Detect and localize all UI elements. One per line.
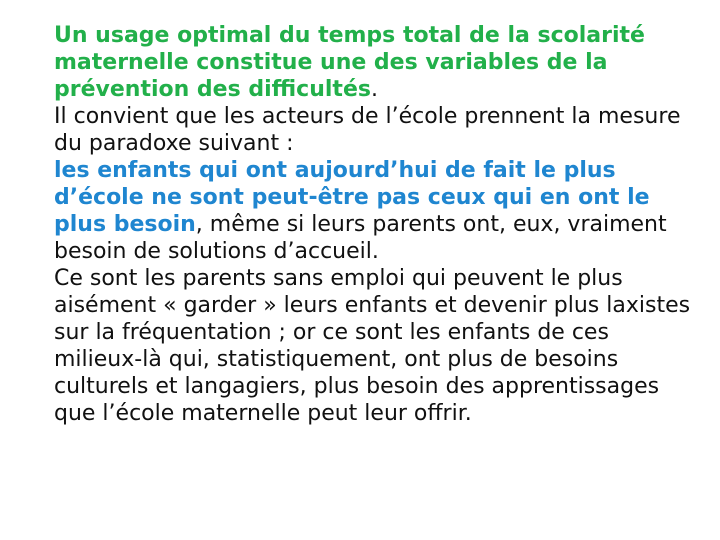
paragraph-paradoxe: Il convient que les acteurs de l’école prennent la mesure du paradoxe suivant : bbox=[54, 104, 681, 156]
paragraph-parents: Ce sont les parents sans emploi qui peuvent le plus aisément « garder » leurs enfants et devenir plus laxistes sur la fréquentation ; or ce sont les enfants de ces milieux-là qui, statistiquement, ont plus de besoins culturels et langagiers, plus besoin des apprentissages que l’école maternelle peut leur offrir. bbox=[54, 266, 691, 426]
paragraph-enfants bbox=[54, 157, 694, 265]
paragraph-prevention bbox=[54, 22, 694, 103]
enfants-highlight: les enfants qui ont aujourd’hui de fait le plus d’école ne sont peut-être pas ceux qui en ont le plus besoin bbox=[54, 158, 650, 237]
prevention-tail: . bbox=[370, 77, 378, 102]
slide-body bbox=[54, 22, 694, 427]
enfants-tail: , même si leurs parents ont, eux, vraiment besoin de solutions d’accueil. bbox=[54, 212, 667, 264]
prevention-highlight: Un usage optimal du temps total de la scolarité maternelle constitue une des variables de la prévention des difficultés bbox=[54, 23, 645, 102]
